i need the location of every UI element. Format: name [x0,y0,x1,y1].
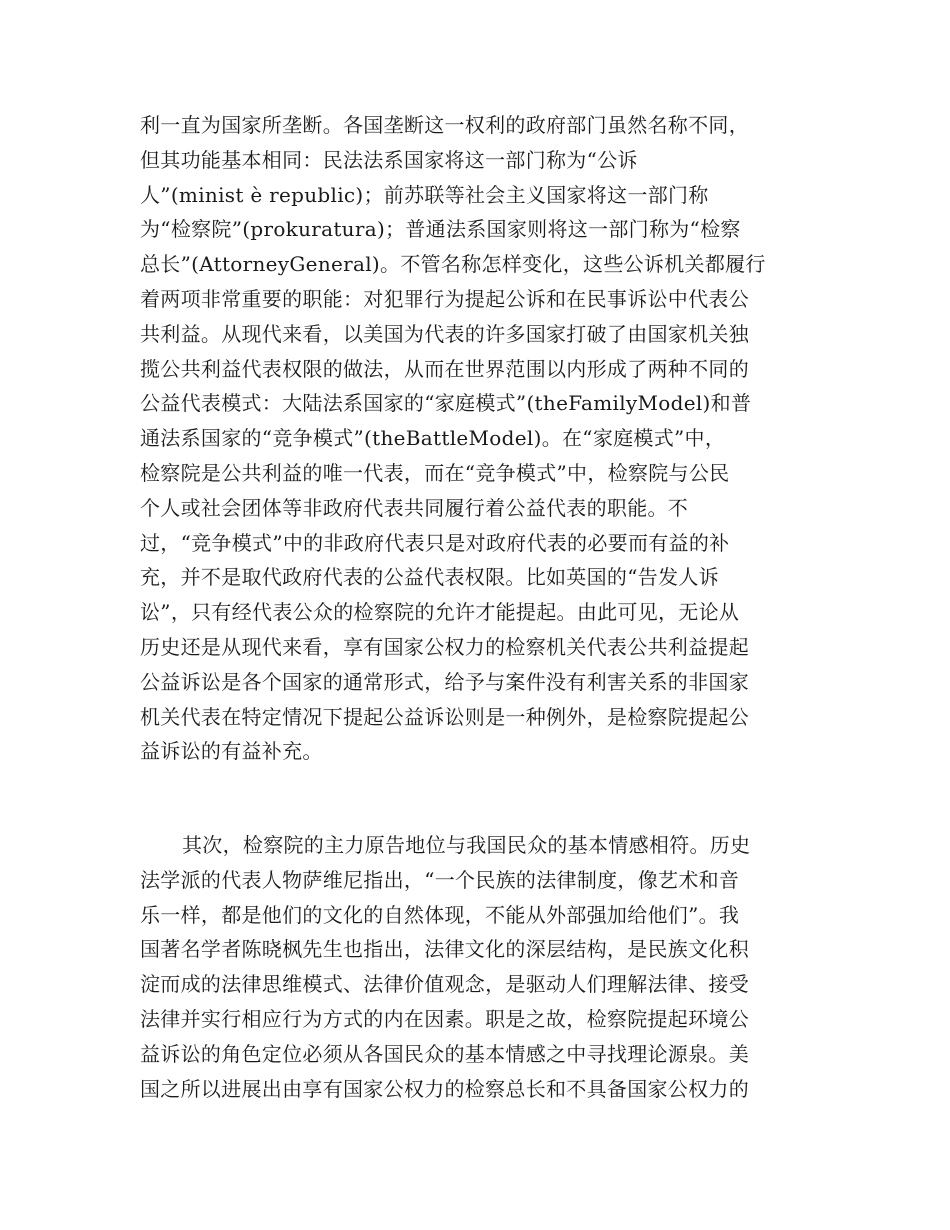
paragraph-2-line: 国著名学者陈晓枫先生也指出，法律文化的深层结构，是民族文化积 [140,937,749,962]
paragraph-1-line: 总长”(AttorneyGeneral)。不管名称怎样变化，这些公诉机关都履行 [140,252,766,277]
paragraph-1-line: 为“检察院”(prokuratura)；普通法系国家则将这一部门称为“检察 [140,217,741,242]
paragraph-1-line: 公益诉讼是各个国家的通常形式，给予与案件没有利害关系的非国家 [140,669,749,694]
paragraph-1-line: 检察院是公共利益的唯一代表，而在“竞争模式”中，检察院与公民 [140,460,730,485]
paragraph-1 [140,108,810,769]
paragraph-2-line: 法律并实行相应行为方式的内在因素。职是之故，检察院提起环境公 [140,1006,749,1031]
paragraph-1-line: 着两项非常重要的职能：对犯罪行为提起公诉和在民事诉讼中代表公 [140,286,749,311]
paragraph-2-line: 国之所以进展出由享有国家公权力的检察总长和不具备国家公权力的 [140,1076,749,1101]
paragraph-2-line: 法学派的代表人物萨维尼指出，“一个民族的法律制度，像艺术和音 [140,867,740,892]
paragraph-1-line: 利一直为国家所垄断。各国垄断这一权利的政府部门虽然名称不同， [140,113,749,137]
paragraph-1-line: 充，并不是取代政府代表的公益代表权限。比如英国的“告发人诉 [140,565,719,590]
paragraph-1-line: 但其功能基本相同：民法法系国家将这一部门称为“公诉 [140,147,638,172]
paragraph-1-line: 通法系国家的“竞争模式”(theBattleModel)。在“家庭模式”中， [140,426,726,451]
paragraph-2-line: 淀而成的法律思维模式、法律价值观念，是驱动人们理解法律、接受 [140,972,749,997]
paragraph-2-line: 益诉讼的角色定位必须从各国民众的基本情感之中寻找理论源泉。美 [140,1041,749,1066]
paragraph-2-line: 其次，检察院的主力原告地位与我国民众的基本情感相符。历史 [182,833,751,857]
paragraph-1-line: 机关代表在特定情况下提起公益诉讼则是一种例外，是检察院提起公 [140,704,749,729]
paragraph-1-line: 个人或社会团体等非政府代表共同履行着公益代表的职能。不 [140,495,689,520]
paragraph-1-line: 益诉讼的有益补充。 [140,739,323,764]
paragraph-1-line: 历史还是从现代来看，享有国家公权力的检察机关代表公共利益提起 [140,634,749,659]
paragraph-2-line: 乐一样，都是他们的文化的自然体现，不能从外部强加给他们”。我 [140,902,740,927]
paragraph-1-line: 公益代表模式：大陆法系国家的“家庭模式”(theFamilyModel)和普 [140,391,752,416]
paragraph-2 [140,828,810,1106]
paragraph-1-line: 共利益。从现代来看，以美国为代表的许多国家打破了由国家机关独 [140,321,749,346]
paragraph-1-line: 揽公共利益代表权限的做法，从而在世界范围以内形成了两种不同的 [140,356,749,381]
paragraph-1-line: 过，“竞争模式”中的非政府代表只是对政府代表的必要而有益的补 [140,530,730,555]
paragraph-1-line: 讼”，只有经代表公众的检察院的允许才能提起。由此可见，无论从 [140,600,740,625]
paragraph-1-line: 人”(minist è republic)；前苏联等社会主义国家将这一部门称 [140,182,709,207]
